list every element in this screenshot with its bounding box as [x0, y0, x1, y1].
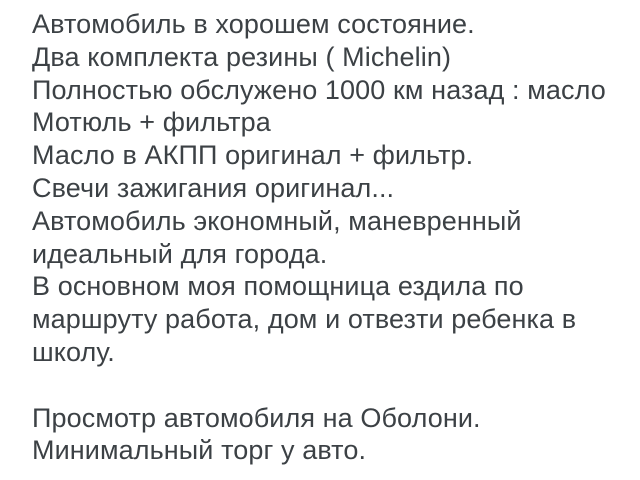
description-line: [32, 369, 630, 402]
description-line: Автомобиль экономный, маневренный: [32, 205, 522, 236]
description-line: Полностью обслужено 1000 км назад : масло: [32, 74, 606, 105]
description-line: Просмотр автомобиля на Оболони.: [32, 402, 481, 433]
description-line: В основном моя помощница ездила по: [32, 271, 524, 302]
description-line: идеальный для города.: [32, 238, 328, 269]
description-line: Минимальный торг у авто.: [32, 435, 367, 466]
description-line: школу.: [32, 336, 115, 367]
description-line: маршруту работа, дом и отвезти ребенка в: [32, 304, 577, 335]
description-line: Автомобиль в хорошем состояние.: [32, 9, 475, 39]
description-line: Свечи зажигания оригинал...: [32, 172, 395, 203]
description-line: Два комплекта резины ( Michelin): [32, 41, 452, 72]
description-line: Мотюль + фильтра: [32, 107, 271, 138]
description-line: Масло в АКПП оригинал + фильтр.: [32, 140, 474, 171]
